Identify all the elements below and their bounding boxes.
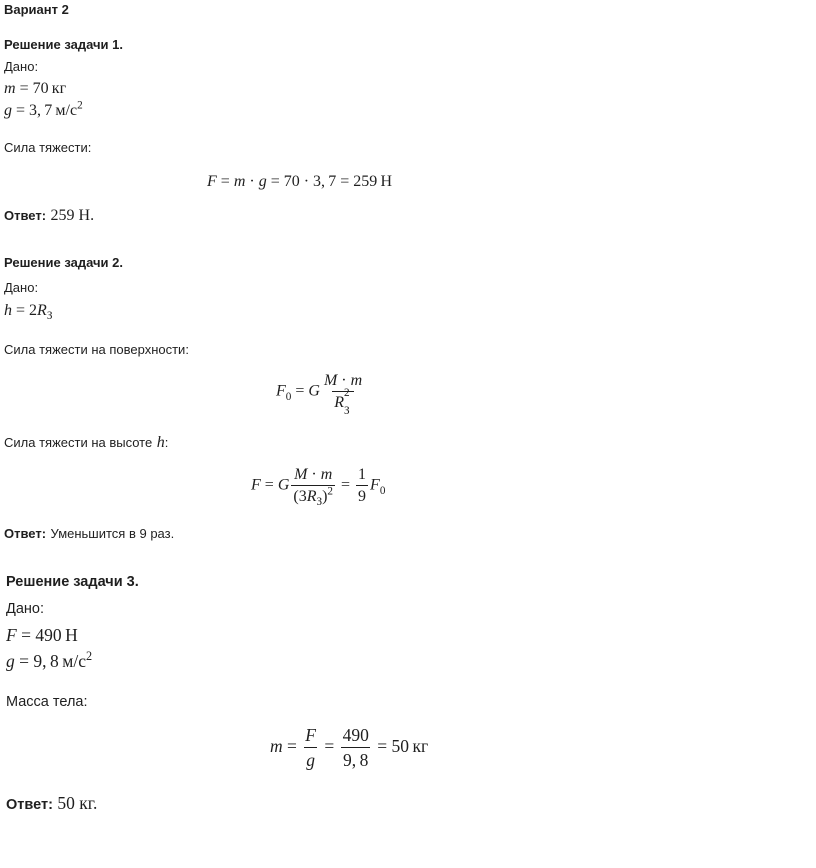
task2-given-height: $h = 2R_З$ (4, 302, 53, 323)
task3-answer (6, 793, 97, 814)
task1-answer-label: Ответ: (4, 208, 47, 223)
task3-title: Решение задачи 3. (6, 574, 139, 590)
task3-given-label: Дано: (6, 601, 44, 617)
variant-title: Вариант 2 (4, 2, 69, 17)
fraction: $\frac{F}{g}$ (305, 725, 316, 770)
task2-title: Решение задачи 2. (4, 255, 123, 270)
task3-answer-value: 50 кг. (57, 793, 98, 813)
task1-answer (4, 207, 94, 225)
task3-formula: m = $\frac{F}{g}$ = $\frac{490}{9, 8}$ = 50 кг (270, 725, 429, 770)
task2-surface-label: Сила тяжести на поверхности: (4, 342, 189, 357)
fraction: $\frac{490}{9, 8}$ (342, 725, 369, 770)
task2-answer-value: Уменьшится в 9 раз. (50, 526, 175, 541)
task1-given-mass: m = 70 кг (4, 80, 67, 97)
task2-height-label: Сила тяжести на высоте (4, 435, 153, 450)
task1-answer-value: 259 Н. (50, 207, 95, 224)
task2-height-var: h (156, 434, 165, 451)
task1-gravity-label: Сила тяжести: (4, 140, 92, 155)
task1-given-acceleration: g = 3, 7 $м/с^2$ (4, 99, 83, 119)
task3-answer-label: Ответ: (6, 797, 53, 813)
task2-surface-formula: $F_0 = G$ M · m R 2 З (276, 372, 363, 417)
task2-given-label: Дано: (4, 280, 39, 295)
task2-answer (4, 525, 174, 543)
task3-given-force: F = 490 Н (6, 625, 78, 645)
fraction: $\frac{1}{9}$ (358, 466, 367, 505)
task3-given-acceleration: g = 9, 8 $м/с^2$ (6, 649, 93, 671)
task2-height-formula: F = G $\frac{M \cdot m}{(3R_З)^2}$ = $\frac{1}{9}$ $F_0$ (251, 466, 386, 509)
task3-mass-label: Масса тела: (6, 694, 88, 710)
task1-given-label: Дано: (4, 59, 39, 74)
fraction: $\frac{M \cdot m}{(3R_З)^2}$ (293, 466, 334, 509)
task2-height-label-row: Сила тяжести на высоте h: (4, 434, 169, 451)
task1-title: Решение задачи 1. (4, 37, 123, 52)
fraction: M · m R 2 З (323, 372, 363, 417)
task1-formula: F = m · g = 70 · 3, 7 = 259 Н (207, 173, 393, 190)
task2-answer-label: Ответ: (4, 526, 47, 541)
